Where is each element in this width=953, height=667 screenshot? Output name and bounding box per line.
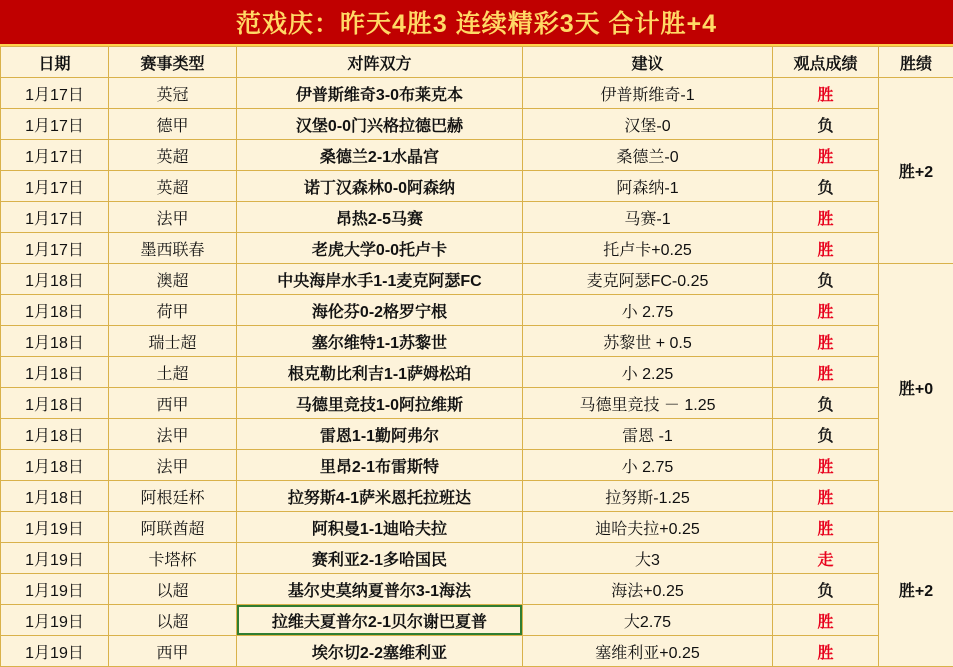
cell-match: 汉堡0-0门兴格拉德巴赫 <box>237 109 523 140</box>
streak-badge: 胜+2 <box>879 512 953 667</box>
cell-league: 瑞士超 <box>109 326 237 357</box>
cell-match: 桑德兰2-1水晶宫 <box>237 140 523 171</box>
cell-date: 1月17日 <box>1 78 109 109</box>
column-header-match: 对阵双方 <box>237 47 523 78</box>
cell-league: 英超 <box>109 171 237 202</box>
cell-match: 里昂2-1布雷斯特 <box>237 450 523 481</box>
table-row <box>1 574 953 605</box>
table-row <box>1 202 953 233</box>
cell-advice: 马赛-1 <box>523 202 773 233</box>
cell-date: 1月18日 <box>1 264 109 295</box>
table-row <box>1 78 953 109</box>
table-row <box>1 264 953 295</box>
cell-league: 西甲 <box>109 388 237 419</box>
table-row <box>1 419 953 450</box>
cell-date: 1月18日 <box>1 357 109 388</box>
table-row <box>1 171 953 202</box>
cell-advice: 小 2.75 <box>523 295 773 326</box>
cell-date: 1月19日 <box>1 574 109 605</box>
cell-league: 英超 <box>109 140 237 171</box>
table-row <box>1 450 953 481</box>
cell-date: 1月18日 <box>1 481 109 512</box>
cell-match: 阿积曼1-1迪哈夫拉 <box>237 512 523 543</box>
cell-league: 英冠 <box>109 78 237 109</box>
cell-date: 1月18日 <box>1 419 109 450</box>
cell-advice: 海法+0.25 <box>523 574 773 605</box>
cell-match: 昂热2-5马赛 <box>237 202 523 233</box>
cell-result: 负 <box>773 388 879 419</box>
cell-result: 走 <box>773 543 879 574</box>
cell-advice: 迪哈夫拉+0.25 <box>523 512 773 543</box>
cell-match: 诺丁汉森林0-0阿森纳 <box>237 171 523 202</box>
cell-advice: 小 2.25 <box>523 357 773 388</box>
cell-result: 胜 <box>773 605 879 636</box>
streak-badge: 胜+0 <box>879 264 953 512</box>
cell-league: 法甲 <box>109 419 237 450</box>
column-header-result: 观点成绩 <box>773 47 879 78</box>
column-header-date: 日期 <box>1 47 109 78</box>
cell-match: 马德里竞技1-0阿拉维斯 <box>237 388 523 419</box>
cell-date: 1月17日 <box>1 171 109 202</box>
cell-advice: 汉堡-0 <box>523 109 773 140</box>
cell-advice: 阿森纳-1 <box>523 171 773 202</box>
table-row <box>1 295 953 326</box>
cell-date: 1月19日 <box>1 512 109 543</box>
cell-match: 伊普斯维奇3-0布莱克本 <box>237 78 523 109</box>
cell-league: 墨西联春 <box>109 233 237 264</box>
cell-advice: 塞维利亚+0.25 <box>523 636 773 667</box>
table-row <box>1 357 953 388</box>
cell-advice: 大3 <box>523 543 773 574</box>
cell-date: 1月18日 <box>1 388 109 419</box>
cell-result: 胜 <box>773 295 879 326</box>
cell-advice: 大2.75 <box>523 605 773 636</box>
table-header-row <box>1 47 953 78</box>
cell-result: 胜 <box>773 512 879 543</box>
cell-match: 根克勒比利吉1-1萨姆松珀 <box>237 357 523 388</box>
cell-result: 负 <box>773 264 879 295</box>
cell-result: 胜 <box>773 636 879 667</box>
cell-league: 荷甲 <box>109 295 237 326</box>
cell-match: 老虎大学0-0托卢卡 <box>237 233 523 264</box>
cell-advice: 伊普斯维奇-1 <box>523 78 773 109</box>
results-table <box>0 46 953 667</box>
cell-league: 德甲 <box>109 109 237 140</box>
cell-date: 1月18日 <box>1 450 109 481</box>
cell-match: 赛利亚2-1多哈国民 <box>237 543 523 574</box>
page-title: 范戏庆：昨天4胜3 连续精彩3天 合计胜+4 <box>236 4 717 40</box>
cell-date: 1月17日 <box>1 140 109 171</box>
table-row <box>1 109 953 140</box>
cell-league: 土超 <box>109 357 237 388</box>
cell-result: 胜 <box>773 357 879 388</box>
cell-league: 西甲 <box>109 636 237 667</box>
cell-match: 塞尔维特1-1苏黎世 <box>237 326 523 357</box>
cell-league: 澳超 <box>109 264 237 295</box>
cell-result: 胜 <box>773 326 879 357</box>
table-row <box>1 543 953 574</box>
cell-match: 拉维夫夏普尔2-1贝尔谢巴夏普 <box>237 605 523 636</box>
cell-league: 阿根廷杯 <box>109 481 237 512</box>
table-row <box>1 636 953 667</box>
column-header-streak: 胜绩 <box>879 47 953 78</box>
table-row <box>1 326 953 357</box>
table-row <box>1 140 953 171</box>
cell-league: 阿联酋超 <box>109 512 237 543</box>
cell-match: 拉努斯4-1萨米恩托拉班达 <box>237 481 523 512</box>
cell-date: 1月18日 <box>1 295 109 326</box>
cell-advice: 托卢卡+0.25 <box>523 233 773 264</box>
title-bar <box>0 0 953 46</box>
cell-match: 中央海岸水手1-1麦克阿瑟FC <box>237 264 523 295</box>
cell-match: 海伦芬0-2格罗宁根 <box>237 295 523 326</box>
cell-date: 1月19日 <box>1 605 109 636</box>
cell-advice: 拉努斯-1.25 <box>523 481 773 512</box>
cell-match: 雷恩1-1勤阿弗尔 <box>237 419 523 450</box>
cell-result: 胜 <box>773 481 879 512</box>
table-row <box>1 233 953 264</box>
cell-date: 1月18日 <box>1 326 109 357</box>
cell-date: 1月17日 <box>1 233 109 264</box>
table-row <box>1 481 953 512</box>
cell-result: 胜 <box>773 233 879 264</box>
streak-badge: 胜+2 <box>879 78 953 264</box>
cell-league: 以超 <box>109 605 237 636</box>
cell-advice: 桑德兰-0 <box>523 140 773 171</box>
cell-result: 胜 <box>773 140 879 171</box>
table-row <box>1 388 953 419</box>
cell-result: 胜 <box>773 450 879 481</box>
column-header-league: 赛事类型 <box>109 47 237 78</box>
cell-advice: 雷恩 -1 <box>523 419 773 450</box>
cell-advice: 麦克阿瑟FC-0.25 <box>523 264 773 295</box>
cell-league: 卡塔杯 <box>109 543 237 574</box>
cell-result: 胜 <box>773 202 879 233</box>
cell-result: 负 <box>773 171 879 202</box>
table-row <box>1 605 953 636</box>
cell-match: 埃尔切2-2塞维利亚 <box>237 636 523 667</box>
table-row <box>1 512 953 543</box>
cell-result: 负 <box>773 419 879 450</box>
cell-league: 法甲 <box>109 202 237 233</box>
cell-date: 1月19日 <box>1 636 109 667</box>
cell-match: 基尔史莫纳夏普尔3-1海法 <box>237 574 523 605</box>
cell-date: 1月17日 <box>1 202 109 233</box>
cell-advice: 小 2.75 <box>523 450 773 481</box>
table-header <box>1 47 953 78</box>
column-header-advice: 建议 <box>523 47 773 78</box>
cell-result: 负 <box>773 574 879 605</box>
cell-date: 1月17日 <box>1 109 109 140</box>
cell-league: 以超 <box>109 574 237 605</box>
cell-date: 1月19日 <box>1 543 109 574</box>
cell-result: 负 <box>773 109 879 140</box>
table-body <box>1 78 953 667</box>
cell-league: 法甲 <box>109 450 237 481</box>
cell-advice: 苏黎世 + 0.5 <box>523 326 773 357</box>
cell-advice: 马德里竞技 － 1.25 <box>523 388 773 419</box>
cell-result: 胜 <box>773 78 879 109</box>
